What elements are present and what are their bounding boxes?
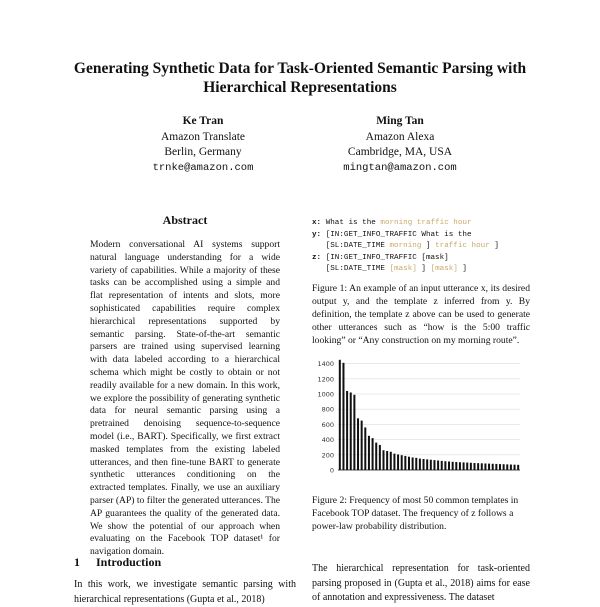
- bar: [342, 363, 344, 470]
- bar: [357, 418, 359, 470]
- z-label: z:: [312, 253, 322, 262]
- y-tick-label: 1400: [317, 360, 334, 369]
- z-line-1: [IN:GET_INFO_TRAFFIC [mask]: [325, 253, 449, 262]
- y-line-2a: [SL:DATE_TIME: [325, 242, 385, 250]
- y-tick-label: 200: [321, 451, 334, 460]
- bar: [375, 443, 377, 470]
- bar: [484, 463, 486, 470]
- y-line-2d: traffic hour: [435, 242, 490, 250]
- author-location: Cambridge, MA, USA: [347, 146, 453, 158]
- bar: [466, 463, 468, 470]
- title-line-1: Generating Synthetic Data for Task-Oriented Semantic Parsing with: [73, 60, 527, 77]
- y-label: y:: [312, 230, 322, 239]
- bar: [401, 455, 403, 470]
- author-affiliation: Amazon Translate: [160, 130, 245, 143]
- bar: [499, 464, 501, 470]
- z-line-2b: [mask]: [389, 265, 417, 273]
- bar: [346, 391, 348, 470]
- figure1-code-block: [312, 218, 540, 276]
- bar: [463, 462, 465, 470]
- bar: [433, 460, 435, 470]
- paper-title: [0, 59, 600, 97]
- bar: [448, 461, 450, 470]
- bar: [444, 461, 446, 470]
- bar: [495, 464, 497, 470]
- author-2: [290, 114, 510, 176]
- bar: [503, 464, 505, 470]
- x-masked: morning traffic hour: [380, 219, 472, 227]
- figure1-caption: Figure 1: An example of an input utterance x, its desired output y, and the template z inferred from y. By definition, the template z above can be used to generate other utterances such as “how is the 5:00 traffic looking” or “Any construction on my morning route”.: [312, 283, 530, 346]
- bar: [510, 465, 512, 470]
- author-email: mingtan@amazon.com: [343, 161, 457, 174]
- z-line-2d: [mask]: [430, 265, 458, 273]
- bar: [415, 458, 417, 470]
- bar: [514, 465, 516, 470]
- z-line-2c: ]: [421, 265, 426, 273]
- author-name: Ke Tran: [182, 115, 224, 127]
- bar: [452, 462, 454, 470]
- bar: [364, 427, 366, 470]
- bar: [426, 459, 428, 470]
- bar: [339, 360, 341, 470]
- bar: [412, 457, 414, 470]
- bar: [423, 459, 425, 470]
- bar: [419, 459, 421, 470]
- y-line-2b: morning: [389, 242, 422, 250]
- author-1: [93, 114, 313, 176]
- bar: [506, 464, 508, 470]
- bar: [361, 421, 363, 470]
- author-email: trnke@amazon.com: [152, 161, 254, 174]
- x-plain: What is the: [325, 219, 376, 227]
- abstract-body: Modern conversational AI systems support natural language understanding for a wide variety of capabilities. While a majority of these tasks can be accomplished using a simple and flat representation of intents and slots, more sophisticated capabilities require complex hierarchical representations supported by semantic parsing. State-of-the-art semantic parsers are trained using supervised learning with data labeled according to a hierarchical schema which might be costly to obtain or not readily available for a new domain. In this work, we explore the possibility of generating synthetic data for neural semantic parsing using a pretrained denoising sequence-to-sequence model (i.e., BART). Specifically, we first extract masked templates from the existing labeled utterances, and then fine-tune BART to generate synthetic utterances conditioning on the extracted templates. Finally, we use an auxiliary parser (AP) to filter the generated utterances. The AP guarantees the quality of the generated data. We show the potential of our approach when evaluating on the Facebook TOP dataset¹ for navigation domain.: [90, 239, 281, 558]
- bar: [390, 452, 392, 470]
- bar: [372, 438, 374, 470]
- section-number: 1: [74, 555, 80, 569]
- abstract-heading: Abstract: [162, 213, 208, 227]
- bar: [430, 460, 432, 470]
- title-line-2: Hierarchical Representations: [203, 79, 397, 96]
- bar: [481, 463, 483, 470]
- bar: [397, 454, 399, 470]
- z-line-2a: [SL:DATE_TIME: [325, 265, 385, 273]
- bar: [379, 445, 381, 470]
- figure2-bar-chart: [312, 352, 526, 482]
- bar: [368, 436, 370, 470]
- introduction-body: In this work, we investigate semantic parsing with hierarchical representations (Gupta et al., 2018): [74, 579, 296, 605]
- author-location: Berlin, Germany: [164, 146, 242, 158]
- bar: [488, 464, 490, 470]
- y-tick-label: 1000: [317, 390, 334, 399]
- z-line-2e: ]: [462, 265, 467, 273]
- right-column-body: The hierarchical representation for task-oriented parsing proposed in (Gupta et al., 2018) aims for ease of annotation and expressiveness. The dataset: [312, 563, 530, 603]
- author-name: Ming Tan: [376, 115, 424, 127]
- bar: [470, 463, 472, 470]
- bar: [386, 451, 388, 470]
- y-line-1: [IN:GET_INFO_TRAFFIC What is the: [325, 230, 472, 239]
- figure2-caption: Figure 2: Frequency of most 50 common templates in Facebook TOP dataset. The frequency of z follows a power-law probability distribution.: [312, 495, 519, 532]
- bar: [459, 462, 461, 470]
- x-label: x:: [312, 219, 322, 227]
- bar: [393, 454, 395, 470]
- y-line-2e: ]: [494, 242, 499, 250]
- bar: [477, 463, 479, 470]
- section-title: Introduction: [96, 555, 162, 569]
- bar: [350, 392, 352, 470]
- section-heading-introduction: [74, 555, 177, 570]
- bar: [353, 395, 355, 470]
- bar: [473, 463, 475, 470]
- y-tick-label: 600: [321, 420, 334, 429]
- bar: [408, 457, 410, 470]
- bar: [441, 461, 443, 470]
- y-line-2c: ]: [425, 242, 431, 250]
- bar: [437, 461, 439, 471]
- y-tick-label: 800: [321, 405, 334, 414]
- bar: [517, 465, 519, 470]
- y-tick-label: 1200: [317, 375, 334, 384]
- y-tick-label: 0: [329, 466, 334, 475]
- bar: [492, 464, 494, 470]
- author-affiliation: Amazon Alexa: [365, 130, 435, 143]
- bar: [382, 450, 384, 470]
- bar: [404, 456, 406, 470]
- bar: [455, 462, 457, 470]
- y-tick-label: 400: [321, 436, 334, 445]
